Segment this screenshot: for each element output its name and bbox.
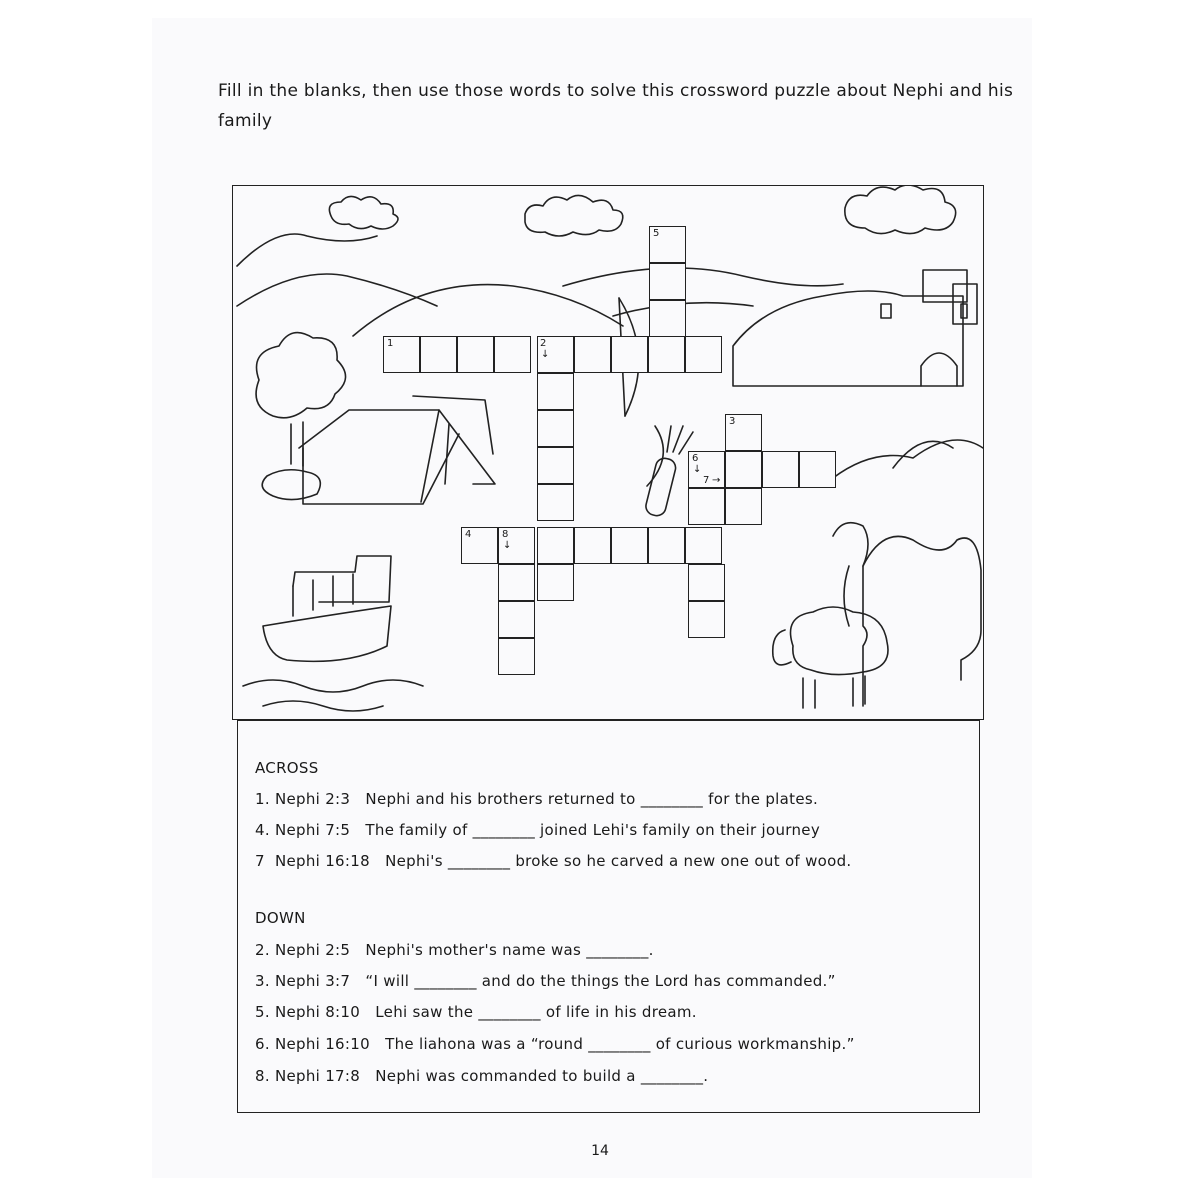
sheep-icon — [773, 607, 888, 708]
across-clue-7: 7 Nephi 16:18 Nephi's ________ broke so he carved a new one out of wood. — [255, 852, 852, 870]
camel-icon — [833, 523, 981, 706]
crossword-cell[interactable] — [498, 601, 535, 638]
crossword-cell[interactable] — [457, 336, 494, 373]
crossword-cell[interactable] — [649, 300, 686, 337]
cloud-icon — [845, 186, 956, 234]
crossword-cell[interactable] — [648, 527, 685, 564]
across-clue-4: 4. Nephi 7:5 The family of ________ joined Lehi's family on their journey — [255, 821, 821, 839]
across-clue-1: 1. Nephi 2:3 Nephi and his brothers returned to ________ for the plates. — [255, 790, 819, 808]
clues-panel — [237, 720, 980, 1113]
clue-number: 1 — [387, 338, 394, 349]
crossword-cell[interactable] — [420, 336, 457, 373]
crossword-cell[interactable] — [725, 488, 762, 525]
crossword-cell[interactable] — [688, 564, 725, 601]
crossword-cell[interactable] — [799, 451, 836, 488]
cloud-icon — [329, 196, 398, 229]
arrow-down-icon: ↓ — [503, 540, 512, 551]
down-clue-5: 5. Nephi 8:10 Lehi saw the ________ of life in his dream. — [255, 1003, 697, 1021]
tent-icon — [299, 396, 495, 504]
crossword-cell[interactable] — [537, 564, 574, 601]
crossword-cell[interactable] — [685, 336, 722, 373]
crossword-illustration — [232, 185, 984, 720]
down-clue-3: 3. Nephi 3:7 “I will ________ and do the things the Lord has commanded.” — [255, 972, 836, 990]
clue-number: 4 — [465, 529, 472, 540]
crossword-cell[interactable] — [648, 336, 685, 373]
crossword-cell[interactable] — [574, 527, 611, 564]
crossword-cell[interactable] — [688, 601, 725, 638]
crossword-cell[interactable] — [611, 527, 648, 564]
crossword-cell[interactable] — [498, 564, 535, 601]
ship-icon — [243, 556, 423, 711]
crossword-cell[interactable] — [494, 336, 531, 373]
crossword-cell[interactable] — [537, 373, 574, 410]
crossword-cell[interactable] — [649, 263, 686, 300]
clue-number: 2 — [540, 338, 547, 349]
arrow-down-icon: ↓ — [693, 464, 702, 475]
crossword-cell-7-across[interactable] — [725, 451, 762, 488]
down-clue-8: 8. Nephi 17:8 Nephi was commanded to build a ________. — [255, 1067, 709, 1085]
arrow-down-icon: ↓ — [541, 349, 550, 360]
crossword-cell[interactable] — [688, 488, 725, 525]
crossword-cell[interactable] — [611, 336, 648, 373]
mountain-icon — [237, 234, 843, 336]
down-clue-6: 6. Nephi 16:10 The liahona was a “round ________ of curious workmanship.” — [255, 1035, 855, 1053]
city-icon — [733, 270, 977, 386]
across-heading: ACROSS — [255, 759, 319, 777]
cloud-icon — [525, 195, 623, 236]
crossword-cell[interactable] — [537, 484, 574, 521]
crossword-cell[interactable] — [574, 336, 611, 373]
clue-number: 8 — [502, 529, 509, 540]
down-heading: DOWN — [255, 909, 306, 927]
mountain-icon — [833, 440, 983, 478]
crossword-cell[interactable] — [537, 410, 574, 447]
crossword-cell[interactable] — [498, 638, 535, 675]
crossword-cell[interactable] — [685, 527, 722, 564]
crossword-cell[interactable] — [537, 527, 574, 564]
down-clue-2: 2. Nephi 2:5 Nephi's mother's name was ________. — [255, 941, 654, 959]
arrow-right-icon: → — [712, 475, 721, 486]
clue-number: 5 — [653, 228, 660, 239]
page-number: 14 — [591, 1143, 609, 1159]
clue-number: 3 — [729, 416, 736, 427]
crossword-cell[interactable] — [762, 451, 799, 488]
instructions: Fill in the blanks, then use those words to solve this crossword puzzle about Nephi and his family — [218, 81, 1014, 131]
crossword-cell[interactable] — [537, 447, 574, 484]
tree-icon — [256, 333, 345, 500]
clue-number: 6 — [692, 453, 699, 464]
clue-number: 7 — [703, 475, 710, 486]
